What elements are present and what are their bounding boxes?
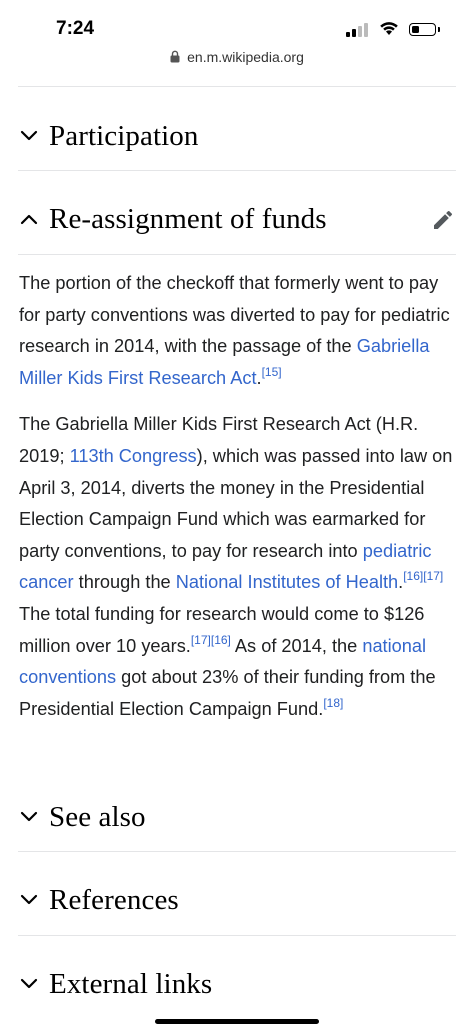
- section-title: Re-assignment of funds: [49, 202, 327, 235]
- section-heading-external-links[interactable]: [18, 959, 456, 1009]
- chevron-down-icon: [18, 973, 40, 995]
- section-title: References: [49, 883, 179, 916]
- reference-link[interactable]: [18]: [323, 695, 344, 710]
- url-text: en.m.wikipedia.org: [187, 49, 304, 65]
- section-title: Participation: [49, 119, 199, 152]
- text: As of 2014, the: [230, 635, 363, 656]
- text: got about 23% of their funding from the Presidential Election Campaign Fund.: [19, 667, 436, 719]
- reference-link[interactable]: [15]: [261, 364, 282, 379]
- text: The total funding for research would come to $126 million over 10 years.: [19, 603, 425, 656]
- paragraph: [19, 268, 456, 394]
- link-113th-congress[interactable]: 113th Congress: [69, 445, 197, 466]
- divider: [18, 170, 456, 171]
- text: .: [256, 367, 262, 388]
- chevron-up-icon: [18, 208, 40, 230]
- section-content: [19, 268, 456, 740]
- section-heading-participation[interactable]: [18, 111, 456, 161]
- chevron-down-icon: [18, 889, 40, 911]
- wifi-icon: [379, 21, 399, 36]
- cellular-signal-icon: [346, 23, 372, 37]
- section-title: See also: [49, 800, 146, 833]
- text: The Gabriella Miller Kids First Research Act (H.R. 2019;: [19, 414, 419, 466]
- reference-link[interactable]: [16]: [210, 632, 231, 647]
- reference-link[interactable]: [16]: [403, 569, 424, 584]
- paragraph: [19, 409, 456, 725]
- divider: [18, 935, 456, 936]
- section-title: External links: [49, 967, 213, 1000]
- chevron-down-icon: [18, 806, 40, 828]
- link-national-institutes-of-health[interactable]: National Institutes of Health: [175, 572, 399, 593]
- section-heading-reassignment[interactable]: [18, 194, 456, 244]
- clock: 7:24: [56, 18, 95, 39]
- text: through the: [73, 572, 176, 593]
- chevron-down-icon: [18, 125, 40, 147]
- text: ), which was passed into law on April 3, 2014, diverts the money in the Presidential Election Campaign Fund which was earmarked for party conventions, to pay for research into: [19, 445, 453, 561]
- section-heading-see-also[interactable]: [18, 792, 456, 842]
- home-indicator[interactable]: [155, 1019, 319, 1024]
- pencil-icon[interactable]: [431, 208, 455, 232]
- battery-icon: [409, 23, 436, 36]
- address-bar[interactable]: [0, 49, 474, 65]
- lock-icon: [170, 50, 180, 63]
- status-bar: [0, 0, 474, 48]
- link-pediatric-cancer[interactable]: pediatric cancer: [19, 540, 432, 593]
- reference-link[interactable]: [17]: [190, 632, 211, 647]
- reference-link[interactable]: [17]: [423, 569, 444, 584]
- divider: [18, 851, 456, 852]
- text: The portion of the checkoff that formerly went to pay for party conventions was diverted to pay for pediatric research in 2014, with the passage of the: [19, 273, 450, 357]
- link-gabriella-miller-act[interactable]: Gabriella Miller Kids First Research Act: [19, 336, 430, 388]
- section-heading-references[interactable]: [18, 875, 456, 925]
- divider: [18, 86, 456, 87]
- link-national-conventions[interactable]: national conventions: [19, 635, 427, 688]
- text: .: [398, 572, 404, 593]
- divider: [18, 254, 456, 255]
